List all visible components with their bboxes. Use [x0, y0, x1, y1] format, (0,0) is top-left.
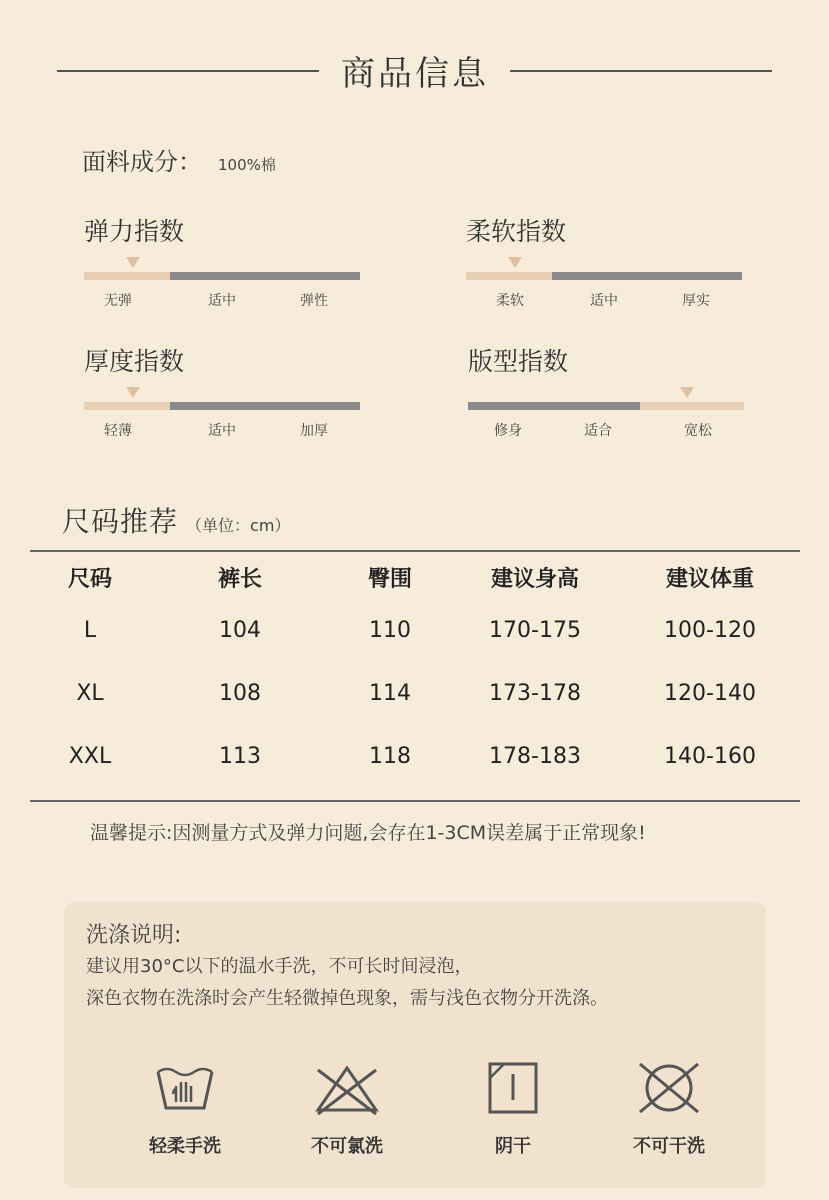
gauge-segment	[640, 402, 744, 410]
section-title	[0, 40, 829, 100]
table-cell: L	[83, 618, 97, 643]
care-label: 不可氯洗	[311, 1136, 383, 1157]
table-cell: XL	[76, 681, 104, 706]
table-header-cell: 尺码	[67, 567, 112, 592]
gauge-softness	[466, 212, 742, 312]
size-chart-title	[62, 500, 290, 540]
gauge-label-low: 轻薄	[104, 423, 132, 439]
care-label: 不可干洗	[633, 1136, 705, 1157]
table-header-row	[0, 562, 829, 602]
gauge-label-high: 弹性	[300, 293, 328, 309]
gauge-marker-icon	[126, 257, 140, 268]
gauge-segment	[170, 402, 360, 410]
table-row	[0, 618, 829, 658]
table-cell: 113	[219, 744, 261, 769]
gauge-segment	[170, 272, 360, 280]
gauge-label-mid: 适中	[208, 423, 236, 439]
table-header-cell: 臀围	[367, 567, 412, 592]
gauge-title: 版型指数	[468, 347, 569, 376]
gauge-thickness	[84, 342, 360, 442]
table-header-cell: 建议体重	[665, 567, 754, 592]
gauge-label-mid: 适中	[208, 293, 236, 309]
care-label: 轻柔手洗	[149, 1136, 221, 1157]
gauge-segment	[84, 272, 170, 280]
care-label: 阴干	[495, 1136, 531, 1157]
gauge-fit	[468, 342, 744, 442]
table-cell: 140-160	[664, 744, 756, 769]
table-cell: 114	[369, 681, 411, 706]
gauge-label-low: 修身	[494, 423, 522, 439]
table-rule-bottom	[30, 800, 800, 802]
shade-dry-icon	[478, 1058, 548, 1118]
size-unit: （单位：cm）	[186, 516, 291, 535]
fabric-value: 100%棉	[218, 156, 276, 174]
care-title: 洗涤说明:	[86, 923, 182, 948]
fabric-composition	[82, 142, 276, 177]
table-cell: 118	[369, 744, 411, 769]
table-rule-top	[30, 550, 800, 552]
care-line: 深色衣物在洗涤时会产生轻微掉色现象，需与浅色衣物分开洗涤。	[86, 988, 608, 1009]
gauge-bar	[84, 402, 360, 410]
gauge-label-high: 宽松	[684, 423, 712, 439]
table-row	[0, 681, 829, 721]
table-cell: 104	[219, 618, 261, 643]
fabric-label: 面料成分：	[82, 148, 202, 176]
hand-wash-icon	[150, 1058, 220, 1118]
gauge-bar	[468, 402, 744, 410]
size-tip: 温馨提示:因测量方式及弹力问题,会存在1-3CM误差属于正常现象!	[90, 822, 646, 844]
gauge-bar	[84, 272, 360, 280]
table-row	[0, 744, 829, 784]
table-cell: 110	[369, 618, 411, 643]
gauge-segment	[468, 402, 640, 410]
size-title: 尺码推荐	[62, 505, 179, 538]
table-cell: XXL	[68, 744, 112, 769]
gauge-segment	[466, 272, 552, 280]
no-dry-clean-icon	[634, 1058, 704, 1118]
gauge-label-low: 无弹	[104, 293, 132, 309]
gauge-label-high: 加厚	[300, 423, 328, 439]
gauge-elasticity	[84, 212, 360, 312]
table-cell: 178-183	[489, 744, 581, 769]
table-cell: 173-178	[489, 681, 581, 706]
table-cell: 108	[219, 681, 261, 706]
gauge-label-high: 厚实	[682, 293, 710, 309]
gauge-bar	[466, 272, 742, 280]
gauge-title: 厚度指数	[84, 347, 185, 376]
title-rule-right	[510, 70, 772, 72]
gauge-marker-icon	[680, 387, 694, 398]
gauge-segment	[84, 402, 170, 410]
gauge-segment	[552, 272, 742, 280]
no-bleach-icon	[312, 1058, 382, 1118]
gauge-title: 弹力指数	[84, 217, 185, 246]
gauge-title: 柔软指数	[466, 217, 567, 246]
page-title: 商品信息	[341, 54, 489, 94]
gauge-marker-icon	[508, 257, 522, 268]
gauge-label-mid: 适中	[590, 293, 618, 309]
table-header-cell: 建议身高	[490, 567, 579, 592]
table-header-cell: 裤长	[217, 567, 262, 592]
care-line: 建议用30°C以下的温水手洗，不可长时间浸泡，	[86, 956, 473, 977]
gauge-label-low: 柔软	[496, 293, 524, 309]
table-cell: 120-140	[664, 681, 756, 706]
gauge-marker-icon	[126, 387, 140, 398]
title-rule-left	[57, 70, 319, 72]
gauge-label-mid: 适合	[584, 423, 612, 439]
table-cell: 100-120	[664, 618, 756, 643]
table-cell: 170-175	[489, 618, 581, 643]
